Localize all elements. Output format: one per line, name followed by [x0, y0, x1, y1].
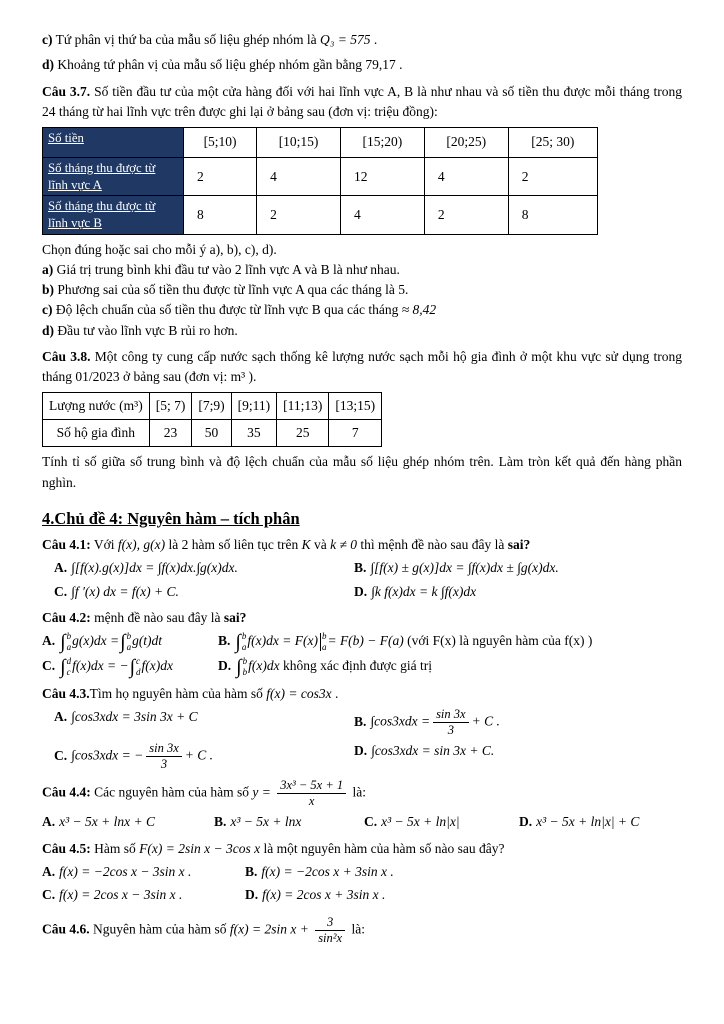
- table-cell: 2: [508, 158, 597, 196]
- table-row: [43, 196, 598, 234]
- table-cell: 50: [192, 420, 231, 447]
- q41-options-row-2: [54, 582, 682, 602]
- question-label: Câu 4.1:: [42, 537, 91, 553]
- item-text: Phương sai của số tiền thu được từ lĩnh vực A qua các tháng là 5.: [54, 282, 409, 297]
- item-label: c): [42, 302, 53, 318]
- q43-option-d: [354, 741, 682, 772]
- q45-stem: [42, 839, 682, 859]
- option-formula: f(x) = −2cos x − 3sin x .: [59, 863, 192, 879]
- item-label: b): [42, 282, 55, 297]
- option-formula: g(x)dx =: [72, 633, 120, 649]
- option-label: D.: [218, 658, 232, 674]
- table-row-label: Số tháng thu được từ lĩnh vực A: [43, 158, 184, 196]
- q41-option-d: [354, 582, 682, 602]
- q42-option-b: [218, 631, 682, 653]
- table-corner-cell: Số tiền: [43, 128, 184, 158]
- option-label: B.: [214, 814, 227, 830]
- lower-bound: b: [242, 667, 248, 678]
- option-formula: x³ − 5x + ln|x| + C: [536, 814, 640, 830]
- q43-option-a: [54, 707, 354, 738]
- q41-options-row-1: [54, 558, 682, 578]
- item-text: Đầu tư vào lĩnh vực B rủi ro hơn.: [54, 322, 238, 338]
- q44-option-d: [519, 812, 682, 832]
- q38-table: [42, 392, 382, 447]
- integral-with-bounds: [235, 631, 246, 653]
- statement-text: .: [370, 32, 378, 47]
- upper-bound: d: [66, 656, 72, 667]
- table-row: [43, 393, 382, 420]
- item-label: a): [42, 261, 54, 277]
- statement-text: Tứ phân vị thứ ba của mẫu số liệu ghép nhóm là: [52, 32, 320, 47]
- fraction-denominator: 3: [447, 723, 454, 738]
- question-label: Câu 4.2:: [42, 609, 91, 625]
- q42-option-d: [218, 656, 682, 678]
- math-expression: K: [301, 537, 311, 553]
- option-label: D.: [354, 583, 368, 599]
- q37-item-c: [42, 300, 682, 320]
- q42-option-a: [42, 631, 218, 653]
- table-header-cell: [10;15): [257, 128, 341, 158]
- question-label: Câu 4.3.: [42, 686, 90, 702]
- q43-option-b: [354, 707, 682, 738]
- option-formula: ∫cos3xdx =: [370, 714, 431, 730]
- math-expression: f(x), g(x): [117, 537, 166, 553]
- option-label: C.: [42, 887, 56, 903]
- option-formula: g(t)dt: [132, 633, 163, 649]
- item-text: Độ lệch chuẩn của số tiền thu được từ lĩnh vực B qua các tháng: [52, 302, 402, 318]
- table-header-cell: [11;13): [277, 393, 329, 420]
- math-expression: f(x) = 2sin x +: [229, 922, 313, 938]
- q37-item-b: [42, 280, 682, 300]
- item-label: d): [42, 322, 55, 338]
- math-expression: Q₃ = 575: [319, 32, 371, 47]
- question-text: mệnh đề nào sau đây là: [90, 609, 224, 625]
- table-cell: 2: [424, 196, 508, 234]
- q45-option-b: [245, 862, 682, 882]
- option-formula: ∫k f(x)dx = k ∫f(x)dx: [371, 583, 477, 599]
- q41-option-b: [354, 558, 682, 578]
- question-text: Hàm số: [90, 840, 140, 856]
- q41-stem: [42, 535, 682, 555]
- option-formula: ∫[f(x).g(x)]dx = ∫f(x)dx.∫g(x)dx.: [71, 560, 238, 576]
- table-header-cell: [25; 30): [508, 128, 597, 158]
- question-text: là một nguyên hàm của hàm số nào sau đây?: [260, 840, 505, 856]
- upper-bound: b: [66, 631, 72, 642]
- question-label: Câu 3.8.: [42, 348, 91, 364]
- question-text: Tìm họ nguyên hàm của hàm số: [89, 686, 267, 702]
- q45-option-d: [245, 885, 682, 905]
- table-header-cell: [20;25): [424, 128, 508, 158]
- integral-icon: ∫: [60, 656, 66, 679]
- question-label: Câu 4.5:: [42, 840, 91, 856]
- item-label: c): [42, 32, 53, 47]
- q43-options-row-2: [54, 741, 682, 772]
- lower-bound: a: [126, 642, 132, 653]
- fraction-numerator: sin 3x: [433, 707, 469, 723]
- math-expression: ≈ 8,42: [401, 302, 437, 318]
- integral-icon: ∫: [235, 631, 241, 654]
- integral-with-bounds: [120, 631, 131, 653]
- q44-option-a: [42, 812, 214, 832]
- table-cell: 4: [257, 158, 341, 196]
- statement-d: [42, 55, 682, 75]
- q45-options-row-2: [42, 885, 682, 905]
- table-cell: 2: [184, 158, 257, 196]
- table-cell: 4: [424, 158, 508, 196]
- table-row: [43, 420, 382, 447]
- option-formula: + C .: [471, 714, 500, 730]
- q37-item-d: [42, 321, 682, 341]
- option-label: C.: [364, 814, 378, 830]
- math-expression: f(x) = cos3x: [266, 686, 332, 702]
- fraction: [146, 741, 182, 772]
- lower-bound: a: [66, 642, 72, 653]
- table-row: [43, 158, 598, 196]
- table-header-cell: [9;11): [231, 393, 277, 420]
- table-cell: 7: [329, 420, 382, 447]
- question-text: .: [331, 686, 339, 702]
- item-text: Giá trị trung bình khi đầu tư vào 2 lĩnh vực A và B là như nhau.: [53, 261, 400, 277]
- option-label: D.: [519, 814, 533, 830]
- table-header-cell: [5; 7): [149, 393, 192, 420]
- question-text: Số tiền đầu tư của một cửa hàng đối với hai lĩnh vực A, B là như nhau và số tiền thu được mỗi tháng trong 24 tháng từ hai lĩnh vực trên được ghi lại ở bảng sau (đơn vị: triệu đồng):: [42, 83, 682, 119]
- table-cell: 23: [149, 420, 192, 447]
- fraction-numerator: sin 3x: [146, 741, 182, 757]
- option-label: A.: [42, 814, 56, 830]
- option-label: B.: [354, 714, 367, 730]
- question-text: Các nguyên hàm của hàm số: [90, 785, 253, 801]
- lower-bound: d: [136, 667, 141, 678]
- option-formula: x³ − 5x + lnx + C: [59, 814, 155, 830]
- option-label: A.: [54, 709, 68, 725]
- option-note: (với F(x) là nguyên hàm của f(x) ): [403, 633, 593, 649]
- q42-stem: [42, 608, 682, 628]
- q44-stem: [42, 778, 682, 809]
- option-formula: f(x) = 2cos x + 3sin x .: [262, 887, 386, 903]
- q37-item-a: [42, 260, 682, 280]
- option-formula: f(x)dx: [248, 658, 280, 674]
- q37-instruction: Chọn đúng hoặc sai cho mỗi ý a), b), c), d).: [42, 241, 277, 257]
- q42-options-row-2: [42, 656, 682, 678]
- integral-icon: ∫: [129, 656, 136, 679]
- option-label: B.: [218, 633, 231, 649]
- upper-bound: b: [241, 631, 247, 642]
- table-header-cell: [7;9): [192, 393, 231, 420]
- table-header-cell: [13;15): [329, 393, 382, 420]
- q45-options-row-1: [42, 862, 682, 882]
- statement-c: [42, 30, 682, 50]
- q45-option-c: [42, 885, 245, 905]
- fraction-denominator: x: [308, 794, 315, 809]
- lower-bound: a: [321, 642, 327, 653]
- question-text: thì mệnh đề nào sau đây là: [357, 537, 508, 553]
- option-label: B.: [354, 560, 367, 576]
- lower-bound: c: [66, 667, 71, 678]
- q38-stem: [42, 347, 682, 388]
- integral-icon: ∫: [120, 631, 126, 654]
- question-text: là:: [348, 922, 365, 938]
- math-expression: k ≠ 0: [330, 537, 358, 553]
- section-title: 4.Chủ đề 4: Nguyên hàm – tích phân: [42, 508, 300, 528]
- option-formula: + C .: [184, 748, 214, 764]
- fraction-numerator: 3: [315, 915, 345, 931]
- option-label: C.: [54, 748, 68, 764]
- question-text: và: [310, 537, 331, 553]
- q41-option-a: [54, 558, 354, 578]
- upper-bound: c: [136, 656, 141, 667]
- table-row-label: Số tháng thu được từ lĩnh vực B: [43, 196, 184, 234]
- q45-option-a: [42, 862, 245, 882]
- option-label: A.: [42, 863, 56, 879]
- option-formula: x³ − 5x + ln|x|: [381, 814, 460, 830]
- table-header-cell: [5;10): [184, 128, 257, 158]
- upper-bound: b: [321, 631, 327, 642]
- option-formula: ∫cos3xdx = −: [71, 748, 144, 764]
- question-text: là:: [349, 785, 367, 801]
- option-formula: f(x) = 2cos x − 3sin x .: [59, 887, 183, 903]
- option-formula: f(x)dx = −: [72, 658, 129, 674]
- option-formula: ∫f ′(x) dx = f(x) + C.: [71, 583, 179, 599]
- integral-with-bounds: [60, 631, 71, 653]
- question-text: Nguyên hàm của hàm số: [89, 922, 230, 938]
- q44-options-row: [42, 812, 682, 832]
- question-text: Một công ty cung cấp nước sạch thống kê lượng nước sạch mỗi hộ gia đình ở một khu vực sử dụng trong tháng 01/2023 ở bảng sau (đơn vị: m³ ).: [42, 348, 682, 384]
- fraction-denominator: 3: [160, 757, 168, 772]
- fraction: [433, 707, 469, 738]
- q41-option-c: [54, 582, 354, 602]
- question-label: Câu 3.7.: [42, 83, 91, 99]
- table-row-label: Số hộ gia đình: [43, 420, 150, 447]
- integral-with-bounds: [236, 656, 247, 678]
- option-label: D.: [354, 743, 368, 759]
- table-cell: 4: [341, 196, 425, 234]
- table-cell: 2: [257, 196, 341, 234]
- q43-stem: [42, 684, 682, 704]
- q37-table: [42, 127, 598, 235]
- option-label: C.: [54, 583, 68, 599]
- fraction-numerator: 3x³ − 5x + 1: [277, 778, 346, 794]
- option-formula: ∫cos3xdx = 3sin 3x + C: [71, 709, 198, 725]
- option-formula: f(x)dx: [141, 658, 174, 674]
- option-formula: f(x)dx = F(x): [247, 633, 318, 649]
- option-label: B.: [245, 863, 258, 879]
- fraction: [277, 778, 346, 809]
- lower-bound: a: [241, 642, 247, 653]
- q42-options-row-1: [42, 631, 682, 653]
- q44-option-c: [364, 812, 519, 832]
- table-cell: 35: [231, 420, 277, 447]
- integral-with-bounds: [60, 656, 71, 678]
- option-label: A.: [54, 560, 68, 576]
- question-text: Với: [90, 537, 118, 553]
- math-expression: y =: [252, 785, 275, 801]
- emphasis-sai: sai?: [507, 537, 531, 553]
- q43-option-c: [54, 741, 354, 772]
- emphasis-sai: sai?: [223, 609, 247, 625]
- table-cell: 25: [277, 420, 329, 447]
- option-formula: f(x) = −2cos x + 3sin x .: [261, 863, 394, 879]
- item-label: d): [42, 57, 55, 73]
- option-formula: ∫[f(x) ± g(x)]dx = ∫f(x)dx ± ∫g(x)dx.: [370, 560, 559, 576]
- table-row: [43, 128, 598, 158]
- option-formula: x³ − 5x + lnx: [230, 814, 302, 830]
- table-cell: 8: [184, 196, 257, 234]
- table-header-cell: [15;20): [341, 128, 425, 158]
- evaluation-bar: [319, 631, 327, 653]
- option-label: D.: [245, 887, 259, 903]
- integral-icon: ∫: [236, 656, 242, 679]
- fraction-denominator: sin²x: [318, 931, 343, 946]
- q46-stem: [42, 915, 682, 946]
- fraction: [315, 915, 345, 946]
- option-formula: ∫cos3xdx = sin 3x + C.: [371, 743, 495, 759]
- q42-option-c: [42, 656, 218, 678]
- question-label: Câu 4.6.: [42, 922, 90, 938]
- table-header-cell: Lượng nước (m³): [43, 393, 150, 420]
- q38-conclusion: Tính tỉ số giữa số trung bình và độ lệch chuẩn của mẫu số liệu ghép nhóm trên. Làm tròn kết quả đến hàng phần nghìn.: [42, 454, 682, 490]
- integral-with-bounds: [130, 656, 141, 678]
- table-cell: 12: [341, 158, 425, 196]
- question-label: Câu 4.4:: [42, 785, 91, 801]
- option-label: C.: [42, 658, 56, 674]
- statement-text: Khoảng tứ phân vị của mẫu số liệu ghép nhóm gần bằng 79,17 .: [54, 57, 403, 73]
- q37-stem: [42, 82, 682, 123]
- option-note: không xác định được giá trị: [279, 658, 433, 674]
- q44-option-b: [214, 812, 364, 832]
- option-formula: = F(b) − F(a): [327, 633, 404, 649]
- option-label: A.: [42, 633, 56, 649]
- table-cell: 8: [508, 196, 597, 234]
- math-expression: F(x) = 2sin x − 3cos x: [139, 840, 261, 856]
- question-text: là 2 hàm số liên tục trên: [165, 537, 302, 553]
- integral-icon: ∫: [60, 631, 66, 654]
- upper-bound: b: [126, 631, 132, 642]
- upper-bound: b: [242, 656, 248, 667]
- q43-options-row-1: [54, 707, 682, 738]
